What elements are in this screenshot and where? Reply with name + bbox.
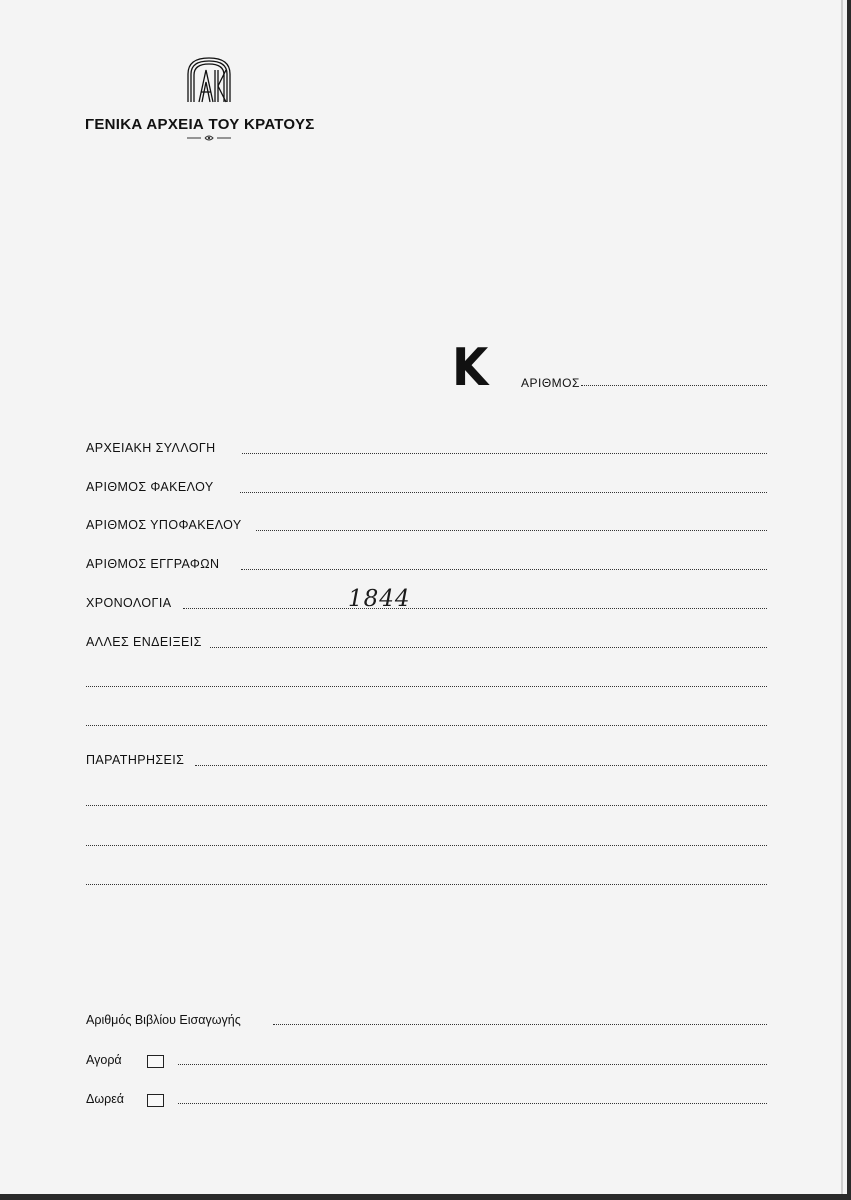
remarks-line-3[interactable] bbox=[86, 845, 767, 846]
agency-name: ΓΕΝΙΚΑ ΑΡΧΕΙΑ ΤΟΥ ΚΡΑΤΟΥΣ bbox=[85, 116, 315, 133]
donation-details-field[interactable] bbox=[178, 1103, 767, 1104]
field-label-chronology: ΧΡΟΝΟΛΟΓΙΑ bbox=[86, 596, 172, 610]
other-indications-line-3[interactable] bbox=[86, 725, 767, 726]
field-label-other-indications: ΑΛΛΕΣ ΕΝΔΕΙΞΕΙΣ bbox=[86, 635, 202, 649]
field-label-archival-collection: ΑΡΧΕΙΑΚΗ ΣΥΛΛΟΓΗ bbox=[86, 441, 216, 455]
import-book-number-field[interactable] bbox=[273, 1024, 767, 1025]
donation-label: Δωρεά bbox=[86, 1092, 125, 1106]
chronology-field[interactable] bbox=[183, 608, 767, 609]
category-number-field[interactable] bbox=[581, 385, 767, 386]
subfolder-number-field[interactable] bbox=[256, 530, 767, 531]
purchase-checkbox[interactable] bbox=[147, 1055, 164, 1068]
remarks-line-2[interactable] bbox=[86, 805, 767, 806]
remarks-field[interactable] bbox=[195, 765, 767, 766]
folder-number-field[interactable] bbox=[240, 492, 767, 493]
field-label-folder-number: ΑΡΙΘΜΟΣ ΦΑΚΕΛΟΥ bbox=[86, 480, 214, 494]
decorative-ornament bbox=[185, 134, 233, 142]
purchase-details-field[interactable] bbox=[178, 1064, 767, 1065]
remarks-line-4[interactable] bbox=[86, 884, 767, 885]
other-indications-field[interactable] bbox=[210, 647, 767, 648]
field-label-remarks: ΠΑΡΑΤΗΡΗΣΕΙΣ bbox=[86, 753, 185, 767]
other-indications-line-2[interactable] bbox=[86, 686, 767, 687]
category-letter: K bbox=[452, 338, 489, 398]
sheet-edge bbox=[841, 0, 843, 1194]
category-number-label: ΑΡΙΘΜΟΣ bbox=[521, 376, 580, 390]
field-label-documents-number: ΑΡΙΘΜΟΣ ΕΓΓΡΑΦΩΝ bbox=[86, 557, 220, 571]
donation-checkbox[interactable] bbox=[147, 1094, 164, 1107]
documents-number-field[interactable] bbox=[241, 569, 767, 570]
chronology-handwritten-value: 1844 bbox=[348, 586, 411, 612]
gak-monogram-logo bbox=[182, 52, 236, 106]
purchase-label: Αγορά bbox=[86, 1053, 122, 1067]
import-book-number-label: Αριθμός Βιβλίου Εισαγωγής bbox=[86, 1013, 241, 1027]
field-label-subfolder-number: ΑΡΙΘΜΟΣ ΥΠΟΦΑΚΕΛΟΥ bbox=[86, 518, 242, 532]
archival-collection-field[interactable] bbox=[242, 453, 767, 454]
